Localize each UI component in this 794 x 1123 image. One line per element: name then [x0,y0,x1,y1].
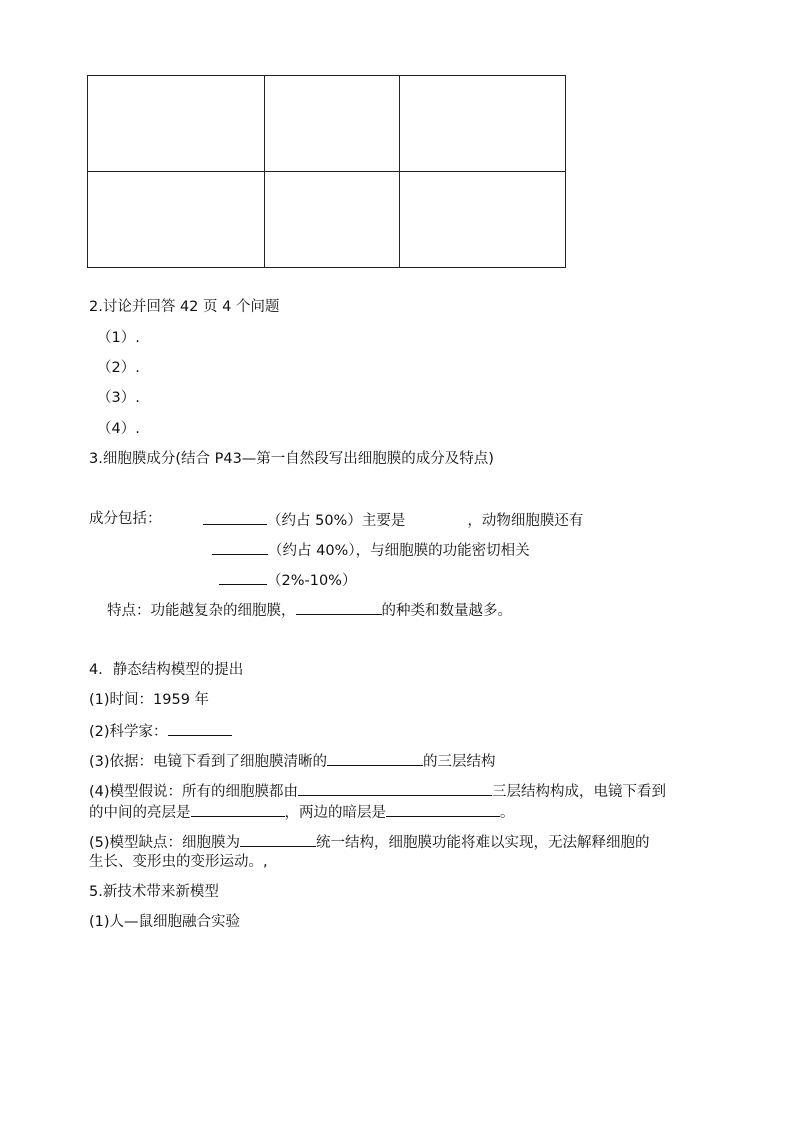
q4-flaw-line-1 [89,831,650,853]
blank-field[interactable] [219,569,267,585]
table-cell [265,172,400,268]
q2-item-2: （2）. [97,360,140,376]
q2-item-1: （1）. [97,330,140,346]
q3-title: 3.细胞膜成分(结合 P43—第一自然段写出细胞膜的成分及特点) [89,451,494,467]
q3-row-3-text: （2%-10%） [267,573,357,589]
table-cell [265,76,400,172]
q4-hyp-text-d: ，两边的暗层是 [284,805,386,821]
blank-field[interactable] [203,509,267,525]
q4-time: (1)时间：1959 年 [89,692,210,708]
blank-field[interactable] [327,750,423,766]
q4-scientist-text: (2)科学家： [89,724,168,740]
q4-basis [89,750,496,772]
table-cell [88,172,265,268]
blank-field[interactable] [386,801,500,817]
q3-row-1-text-a: （约占 50%）主要是 [267,513,406,529]
q4-hypothesis-line-2 [89,801,515,823]
q4-basis-text-a: (3)依据：电镜下看到了细胞膜清晰的 [89,754,328,770]
q4-basis-text-b: 的三层结构 [423,754,496,770]
q2-item-3: （3）. [97,390,140,406]
table-cell [400,172,566,268]
q4-flaw-text-a: (5)模型缺点：细胞膜为 [89,835,241,851]
q4-hyp-text-c: 的中间的亮层是 [89,805,191,821]
blank-field[interactable] [168,720,232,736]
q4-hypothesis-line-1 [89,780,666,802]
q4-hyp-text-b: 三层结构构成，电镜下看到 [492,784,667,800]
q2-title: 2.讨论并回答 42 页 4 个问题 [89,299,280,315]
q3-row-3 [219,569,356,591]
q3-row-1-text-b: ，动物细胞膜还有 [467,513,584,529]
q4-hyp-text-a: (4)模型假说：所有的细胞膜都由 [89,784,299,800]
q5-title: 5.新技术带来新模型 [89,884,219,900]
table-cell [400,76,566,172]
blank-field[interactable] [212,539,268,555]
q3-feature-text-b: 的种类和数量越多。 [381,603,512,619]
q4-title: 4．静态结构模型的提出 [89,662,244,678]
table-cell [88,76,265,172]
q3-row-1 [203,509,583,531]
q5-experiment: (1)人—鼠细胞融合实验 [89,914,241,930]
q4-hyp-text-e: 。 [500,805,515,821]
blank-field[interactable] [298,780,492,796]
q3-feature-text-a: 特点：功能越复杂的细胞膜， [107,603,296,619]
q3-row-2 [212,539,530,561]
blank-field[interactable] [240,831,316,847]
q4-scientist [89,720,232,742]
q3-feature [107,599,512,621]
blank-field[interactable] [191,801,285,817]
q3-label: 成分包括： [89,511,162,527]
q4-flaw-line-2: 生长、变形虫的变形运动。, [89,854,268,870]
blank-field[interactable] [296,599,382,615]
answer-table [87,75,566,268]
q2-item-4: （4）. [97,421,140,437]
q4-flaw-text-b: 统一结构，细胞膜功能将难以实现，无法解释细胞的 [316,835,650,851]
q3-row-2-text: （约占 40%），与细胞膜的功能密切相关 [268,543,530,559]
